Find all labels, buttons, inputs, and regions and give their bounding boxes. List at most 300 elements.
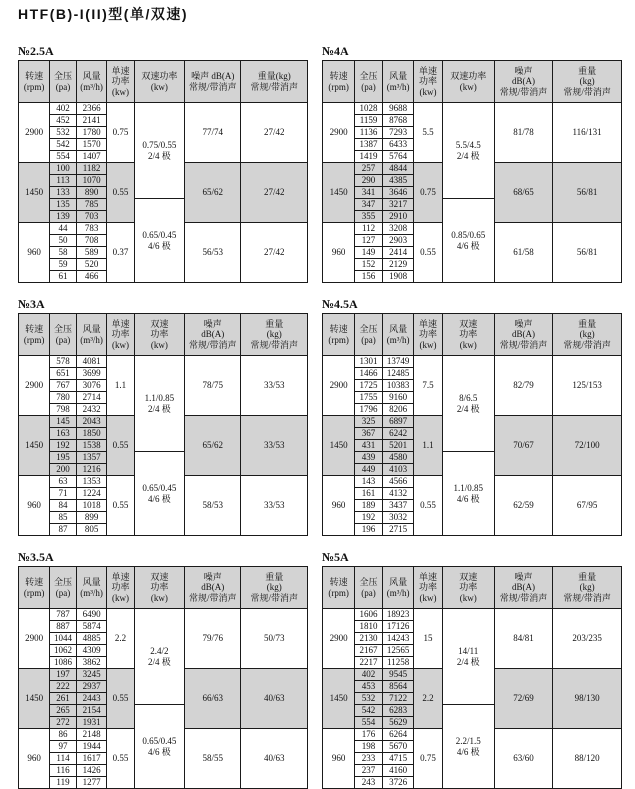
dual-power-value: 0.85/0.65	[451, 229, 486, 240]
header-line: (pa)	[361, 334, 376, 345]
pressure-cell: 767	[50, 380, 77, 392]
header-line: 重量	[265, 318, 284, 329]
single-power-cell: 2.2	[414, 669, 442, 729]
header-line: 常规/带消声	[189, 339, 237, 350]
flow-cell: 5201	[382, 440, 414, 452]
flow-cell: 12565	[382, 645, 414, 657]
flow-cell: 8206	[382, 404, 414, 416]
pressure-cell: 887	[50, 621, 77, 633]
single-power-cell: 5.5	[414, 103, 442, 163]
header-noise	[185, 314, 241, 356]
header-line: 功率	[111, 329, 130, 340]
flow-cell: 1182	[76, 163, 107, 175]
dual-power-poles: 2/4 极	[456, 150, 480, 161]
flow-cell: 2715	[382, 524, 414, 536]
flow-cell: 1944	[76, 741, 107, 753]
weight-cell: 27/42	[241, 163, 308, 223]
header-line: 功率	[419, 329, 438, 340]
noise-cell: 58/55	[185, 729, 241, 789]
rpm-cell: 960	[323, 223, 355, 283]
rpm-cell: 2900	[323, 103, 355, 163]
pressure-cell: 1044	[50, 633, 77, 645]
dual-power-poles: 4/6 极	[147, 493, 171, 504]
flow-cell: 2148	[76, 729, 107, 741]
dual-power-poles: 4/6 极	[456, 240, 480, 251]
pressure-cell: 1159	[355, 115, 383, 127]
header-line: 噪声 dB(A)	[191, 71, 235, 82]
dual-power-cell	[442, 609, 494, 705]
pressure-cell: 133	[50, 187, 77, 199]
flow-cell: 4566	[382, 476, 414, 488]
noise-cell: 77/74	[185, 103, 241, 163]
pressure-cell: 439	[355, 452, 383, 464]
flow-cell: 8768	[382, 115, 414, 127]
pressure-cell: 196	[355, 524, 383, 536]
weight-cell: 116/131	[553, 103, 622, 163]
dual-power-cell	[134, 705, 185, 789]
flow-cell: 9688	[382, 103, 414, 115]
header-line: dB(A)	[201, 329, 225, 340]
header-flow	[382, 567, 414, 609]
pressure-cell: 119	[50, 777, 77, 789]
header-line: 重量	[578, 571, 597, 582]
header-line: (kw)	[459, 339, 477, 350]
flow-cell: 11258	[382, 657, 414, 669]
header-line: (kw)	[419, 86, 437, 97]
header-line: (m³/h)	[386, 587, 410, 598]
fan-spec-section	[322, 298, 622, 536]
pressure-cell: 192	[355, 512, 383, 524]
rpm-cell: 1450	[19, 416, 50, 476]
pressure-cell: 176	[355, 729, 383, 741]
flow-cell: 1353	[76, 476, 107, 488]
pressure-cell: 449	[355, 464, 383, 476]
header-line: (kw)	[111, 592, 129, 603]
dual-power-cell	[442, 705, 494, 789]
flow-cell: 6283	[382, 705, 414, 717]
noise-cell: 61/58	[494, 223, 552, 283]
pressure-cell: 200	[50, 464, 77, 476]
flow-cell: 2903	[382, 235, 414, 247]
table-row	[19, 103, 308, 115]
table-label: №4.5A	[322, 297, 358, 311]
header-rpm	[323, 567, 355, 609]
dual-power-poles: 2/4 极	[147, 403, 171, 414]
header-line: 全压	[53, 577, 72, 588]
weight-cell: 56/81	[553, 223, 622, 283]
pressure-cell: 58	[50, 247, 77, 259]
header-line: 全压	[359, 577, 378, 588]
rpm-cell: 2900	[323, 356, 355, 416]
header-single-power	[414, 567, 442, 609]
fan-spec-section	[322, 551, 622, 789]
pressure-cell: 1755	[355, 392, 383, 404]
flow-cell: 2937	[76, 681, 107, 693]
flow-cell: 5874	[76, 621, 107, 633]
dual-power-value: 8/6.5	[459, 392, 478, 403]
flow-cell: 3646	[382, 187, 414, 199]
noise-cell: 68/65	[494, 163, 552, 223]
table-row	[323, 609, 622, 621]
header-line: 重量(kg)	[257, 71, 291, 82]
noise-cell: 56/53	[185, 223, 241, 283]
flow-cell: 6433	[382, 139, 414, 151]
weight-cell: 98/130	[553, 669, 622, 729]
flow-cell: 2129	[382, 259, 414, 271]
flow-cell: 2043	[76, 416, 107, 428]
pressure-cell: 135	[50, 199, 77, 211]
pressure-cell: 116	[50, 765, 77, 777]
weight-cell: 27/42	[241, 103, 308, 163]
table-label: №4A	[322, 44, 349, 58]
header-line: dB(A)	[512, 582, 536, 593]
flow-cell: 18923	[382, 609, 414, 621]
rpm-cell: 960	[19, 223, 50, 283]
pressure-cell: 651	[50, 368, 77, 380]
dual-power-poles: 2/4 极	[147, 150, 171, 161]
header-line: (kw)	[459, 81, 477, 92]
header-row	[323, 314, 622, 356]
header-line: (pa)	[361, 587, 376, 598]
flow-cell: 3699	[76, 368, 107, 380]
header-line: dB(A)	[512, 329, 536, 340]
rpm-cell: 960	[19, 476, 50, 536]
header-flow	[76, 61, 107, 103]
table-label: №3A	[18, 297, 45, 311]
header-rpm	[19, 567, 50, 609]
flow-cell: 2414	[382, 247, 414, 259]
flow-cell: 708	[76, 235, 107, 247]
single-power-cell: 1.1	[107, 356, 134, 416]
header-rpm	[19, 314, 50, 356]
weight-cell: 33/53	[241, 476, 308, 536]
single-power-cell: 0.37	[107, 223, 134, 283]
flow-cell: 1908	[382, 271, 414, 283]
header-line: 转速	[25, 71, 44, 82]
single-power-cell: 0.55	[414, 476, 442, 536]
flow-cell: 1931	[76, 717, 107, 729]
header-line: 噪声	[514, 318, 533, 329]
flow-cell: 805	[76, 524, 107, 536]
rpm-cell: 2900	[19, 609, 50, 669]
noise-cell: 84/81	[494, 609, 552, 669]
header-line: (rpm)	[23, 81, 45, 92]
pressure-cell: 143	[355, 476, 383, 488]
noise-cell: 82/79	[494, 356, 552, 416]
header-pressure	[355, 61, 383, 103]
pressure-cell: 192	[50, 440, 77, 452]
header-line: (kw)	[459, 592, 477, 603]
noise-cell: 62/59	[494, 476, 552, 536]
single-power-cell: 1.1	[414, 416, 442, 476]
header-row	[19, 567, 308, 609]
header-rpm	[323, 61, 355, 103]
header-line: 常规/带消声	[563, 592, 611, 603]
weight-cell: 72/100	[553, 416, 622, 476]
header-line: 功率	[459, 329, 478, 340]
flow-cell: 2432	[76, 404, 107, 416]
pressure-cell: 113	[50, 175, 77, 187]
table-row	[19, 356, 308, 368]
flow-cell: 13749	[382, 356, 414, 368]
header-line: (m³/h)	[80, 334, 103, 345]
dual-power-value: 1.1/0.85	[144, 392, 175, 403]
pressure-cell: 2217	[355, 657, 383, 669]
pressure-cell: 161	[355, 488, 383, 500]
flow-cell: 6897	[382, 416, 414, 428]
flow-cell: 2910	[382, 211, 414, 223]
flow-cell: 1570	[76, 139, 107, 151]
pressure-cell: 195	[50, 452, 77, 464]
spec-table	[18, 60, 308, 283]
dual-power-cell	[442, 103, 494, 199]
header-line: (kw)	[111, 86, 129, 97]
header-line: 转速	[25, 577, 44, 588]
header-line: 单速	[419, 65, 438, 76]
header-line: (kw)	[150, 592, 168, 603]
header-line: 常规/带消声	[499, 592, 548, 603]
weight-cell: 40/63	[241, 669, 308, 729]
pressure-cell: 156	[355, 271, 383, 283]
weight-cell: 50/73	[241, 609, 308, 669]
pressure-cell: 44	[50, 223, 77, 235]
pressure-cell: 127	[355, 235, 383, 247]
header-line: 常规/带消声	[250, 592, 298, 603]
header-line: 风量	[389, 71, 408, 82]
header-noise	[494, 314, 552, 356]
pressure-cell: 578	[50, 356, 77, 368]
header-line: 单速	[111, 571, 130, 582]
pressure-cell: 532	[50, 127, 77, 139]
header-pressure	[355, 314, 383, 356]
flow-cell: 4309	[76, 645, 107, 657]
rpm-cell: 960	[323, 476, 355, 536]
header-line: 风量	[82, 577, 101, 588]
flow-cell: 1357	[76, 452, 107, 464]
header-line: dB(A)	[201, 582, 225, 593]
header-single-power	[414, 61, 442, 103]
pressure-cell: 265	[50, 705, 77, 717]
table-label: №5A	[322, 550, 349, 564]
single-power-cell: 0.55	[107, 729, 134, 789]
flow-cell: 4081	[76, 356, 107, 368]
header-line: 转速	[329, 324, 348, 335]
header-line: 单速	[419, 571, 438, 582]
flow-cell: 10383	[382, 380, 414, 392]
pressure-cell: 1301	[355, 356, 383, 368]
pressure-cell: 1387	[355, 139, 383, 151]
header-dual-power	[442, 61, 494, 103]
table-row	[323, 356, 622, 368]
header-line: 功率	[111, 582, 130, 593]
dual-power-cell	[442, 452, 494, 536]
pressure-cell: 787	[50, 609, 77, 621]
spec-table	[322, 60, 622, 283]
dual-power-value: 0.65/0.45	[142, 229, 177, 240]
header-line: (rpm)	[23, 334, 45, 345]
single-power-cell: 0.75	[107, 103, 134, 163]
dual-power-cell	[134, 103, 185, 199]
tables-grid	[18, 45, 623, 789]
flow-cell: 1224	[76, 488, 107, 500]
flow-cell: 890	[76, 187, 107, 199]
single-power-cell: 7.5	[414, 356, 442, 416]
header-line: (m³/h)	[386, 334, 410, 345]
header-line: 常规/带消声	[250, 339, 298, 350]
fan-spec-section	[18, 45, 308, 283]
flow-cell: 3726	[382, 777, 414, 789]
header-line: 噪声	[514, 571, 533, 582]
pressure-cell: 112	[355, 223, 383, 235]
pressure-cell: 798	[50, 404, 77, 416]
dual-power-value: 2.2/1.5	[455, 735, 481, 746]
noise-cell: 81/78	[494, 103, 552, 163]
dual-power-poles: 2/4 极	[147, 656, 171, 667]
header-line: (pa)	[55, 334, 71, 345]
pressure-cell: 152	[355, 259, 383, 271]
header-line: (kw)	[419, 339, 437, 350]
rpm-cell: 960	[19, 729, 50, 789]
rpm-cell: 1450	[19, 669, 50, 729]
flow-cell: 589	[76, 247, 107, 259]
pressure-cell: 261	[50, 693, 77, 705]
header-line: 重量	[578, 318, 597, 329]
header-line: 双速	[150, 571, 169, 582]
header-line: 双速	[150, 318, 169, 329]
pressure-cell: 85	[50, 512, 77, 524]
header-noise	[494, 61, 552, 103]
weight-cell: 67/95	[553, 476, 622, 536]
noise-cell: 66/63	[185, 669, 241, 729]
dual-power-cell	[134, 356, 185, 452]
header-line: (pa)	[55, 587, 71, 598]
flow-cell: 4132	[382, 488, 414, 500]
header-line: (rpm)	[328, 587, 349, 598]
rpm-cell: 1450	[323, 416, 355, 476]
single-power-cell: 0.55	[414, 223, 442, 283]
rpm-cell: 2900	[323, 609, 355, 669]
flow-cell: 6264	[382, 729, 414, 741]
pressure-cell: 367	[355, 428, 383, 440]
pressure-cell: 71	[50, 488, 77, 500]
flow-cell: 2366	[76, 103, 107, 115]
pressure-cell: 1796	[355, 404, 383, 416]
pressure-cell: 97	[50, 741, 77, 753]
pressure-cell: 402	[50, 103, 77, 115]
flow-cell: 2714	[76, 392, 107, 404]
flow-cell: 9160	[382, 392, 414, 404]
pressure-cell: 189	[355, 500, 383, 512]
dual-power-value: 0.65/0.45	[142, 482, 177, 493]
pressure-cell: 243	[355, 777, 383, 789]
fan-spec-section	[18, 298, 308, 536]
single-power-cell: 0.55	[107, 669, 134, 729]
spec-table	[18, 566, 308, 789]
header-line: 常规/带消声	[563, 339, 611, 350]
header-single-power	[414, 314, 442, 356]
dual-power-value: 1.1/0.85	[453, 482, 483, 493]
header-line: 双速	[459, 571, 478, 582]
header-line: dB(A)	[512, 76, 536, 87]
flow-cell: 2154	[76, 705, 107, 717]
flow-cell: 703	[76, 211, 107, 223]
header-flow	[382, 314, 414, 356]
header-flow	[382, 61, 414, 103]
header-line: 功率	[459, 582, 478, 593]
pressure-cell: 84	[50, 500, 77, 512]
flow-cell: 14243	[382, 633, 414, 645]
pressure-cell: 149	[355, 247, 383, 259]
header-weight	[241, 314, 308, 356]
header-line: 全压	[359, 324, 378, 335]
flow-cell: 1018	[76, 500, 107, 512]
header-line: 风量	[82, 324, 101, 335]
pressure-cell: 145	[50, 416, 77, 428]
flow-cell: 899	[76, 512, 107, 524]
dual-power-cell	[134, 199, 185, 283]
flow-cell: 4160	[382, 765, 414, 777]
header-line: (kw)	[419, 592, 437, 603]
pressure-cell: 1466	[355, 368, 383, 380]
table-label: №3.5A	[18, 550, 54, 564]
header-line: 全压	[359, 71, 378, 82]
pressure-cell: 355	[355, 211, 383, 223]
flow-cell: 1426	[76, 765, 107, 777]
header-rpm	[19, 61, 50, 103]
noise-cell: 58/53	[185, 476, 241, 536]
flow-cell: 7122	[382, 693, 414, 705]
rpm-cell: 2900	[19, 103, 50, 163]
flow-cell: 1407	[76, 151, 107, 163]
header-line: 功率	[419, 582, 438, 593]
pressure-cell: 341	[355, 187, 383, 199]
header-pressure	[50, 567, 77, 609]
header-flow	[76, 314, 107, 356]
header-line: 常规/带消声	[499, 86, 548, 97]
weight-cell: 40/63	[241, 729, 308, 789]
pressure-cell: 532	[355, 693, 383, 705]
rpm-cell: 2900	[19, 356, 50, 416]
flow-cell: 520	[76, 259, 107, 271]
pressure-cell: 50	[50, 235, 77, 247]
pressure-cell: 61	[50, 271, 77, 283]
rpm-cell: 960	[323, 729, 355, 789]
weight-cell: 203/235	[553, 609, 622, 669]
header-line: 双速	[459, 318, 478, 329]
header-line: 风量	[389, 324, 408, 335]
rpm-cell: 1450	[323, 669, 355, 729]
spec-table	[322, 566, 622, 789]
header-dual-power	[442, 314, 494, 356]
pressure-cell: 1086	[50, 657, 77, 669]
noise-cell: 79/76	[185, 609, 241, 669]
flow-cell: 4103	[382, 464, 414, 476]
header-line: (kw)	[150, 81, 168, 92]
pressure-cell: 2130	[355, 633, 383, 645]
header-weight	[553, 314, 622, 356]
single-power-cell: 2.2	[107, 609, 134, 669]
header-line: (kg)	[266, 582, 282, 593]
flow-cell: 6242	[382, 428, 414, 440]
header-noise	[185, 61, 241, 103]
flow-cell: 4580	[382, 452, 414, 464]
pressure-cell: 290	[355, 175, 383, 187]
spec-table	[18, 313, 308, 536]
header-line: 转速	[329, 577, 348, 588]
table-row	[323, 103, 622, 115]
weight-cell: 27/42	[241, 223, 308, 283]
flow-cell: 3032	[382, 512, 414, 524]
